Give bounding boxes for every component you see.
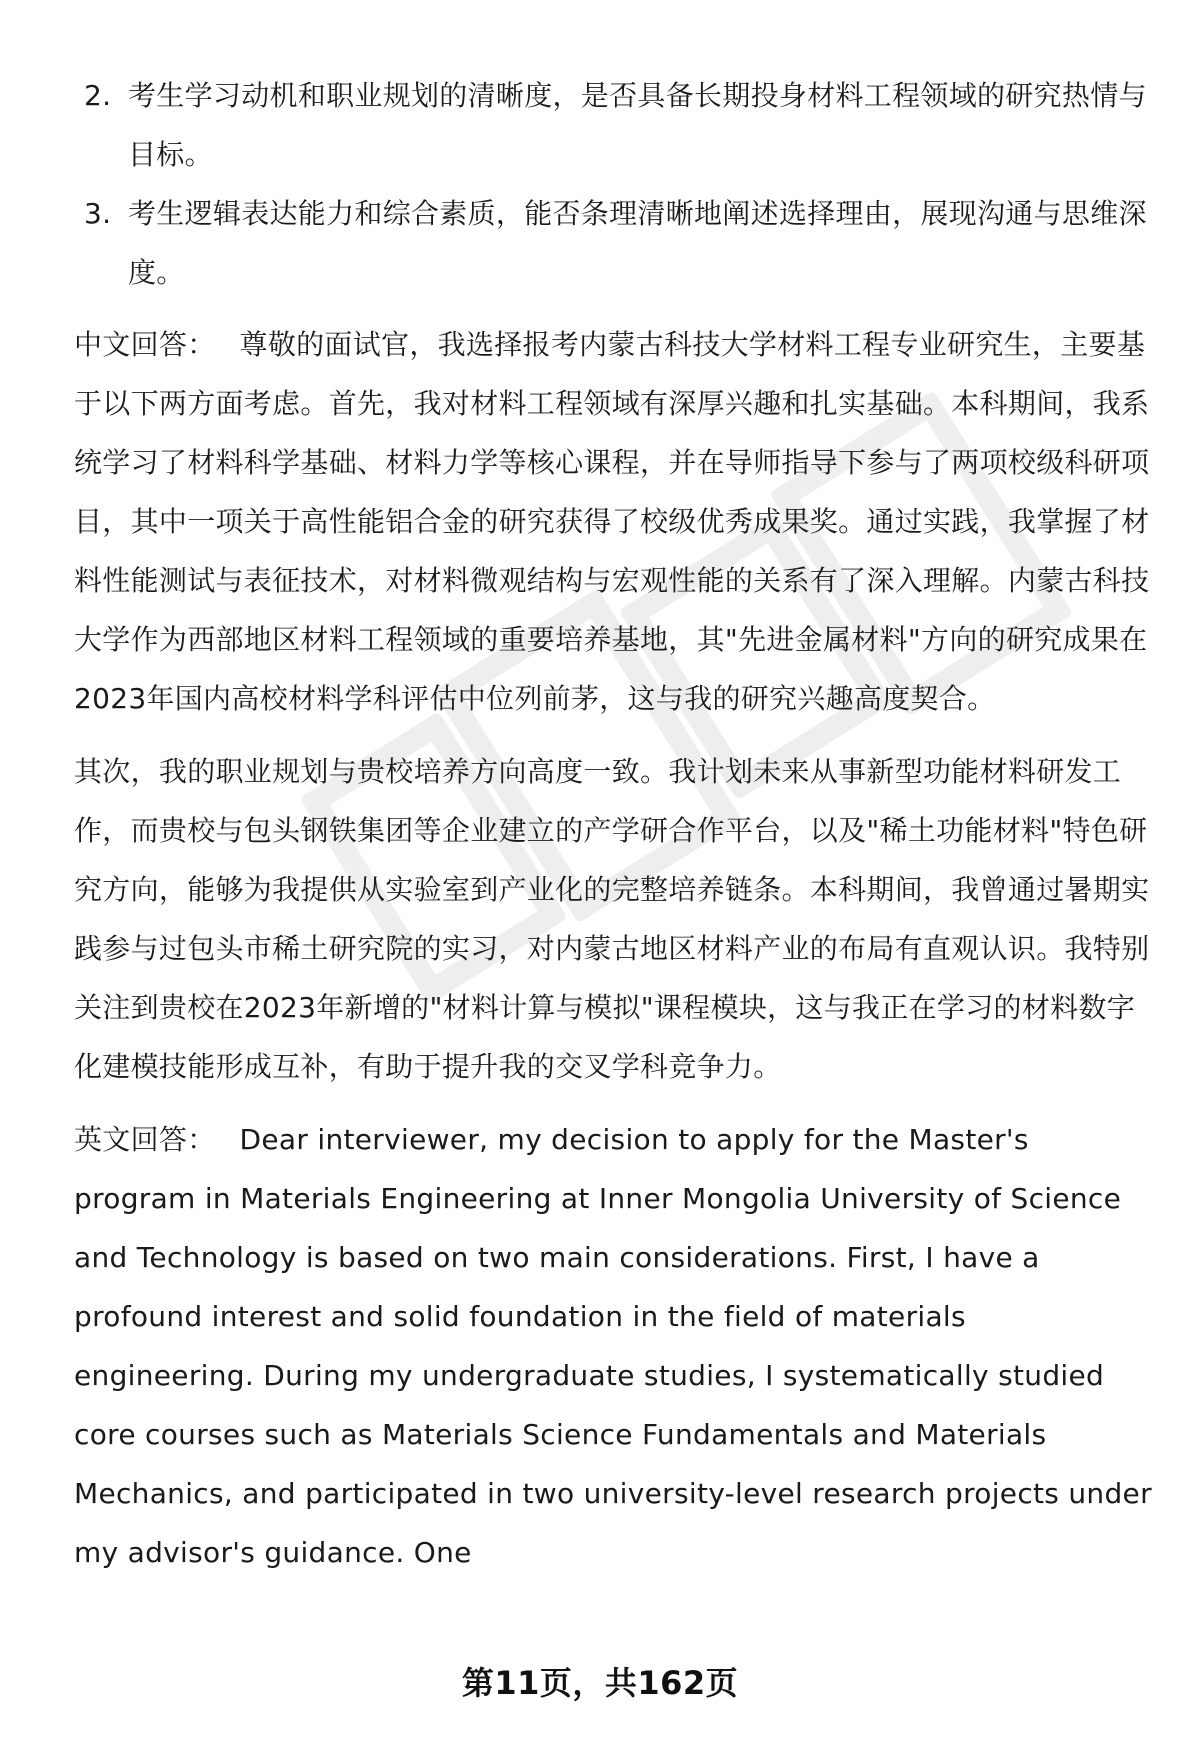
chinese-answer-text-1: 尊敬的面试官，我选择报考内蒙古科技大学材料工程专业研究生，主要基于以下两方面考虑。首先，我对材料工程领域有深厚兴趣和扎实基础。本科期间，我系统学习了材料科学基础、材料力学等核心课程，并在导师指导下参与了两项校级科研项目，其中一项关于高性能铝合金的研究获得了校级优秀成果奖。通过实践，我掌握了材料性能测试与表征技术，对材料微观结构与宏观性能的关系有了深入理解。内蒙古科技大学作为西部地区材料工程领域的重要培养基地，其"先进金属材料"方向的研究成果在2023年国内高校材料学科评估中位列前茅，这与我的研究兴趣高度契合。 — [74, 328, 1150, 715]
english-answer-label: 英文回答： — [74, 1123, 216, 1156]
list-item — [74, 66, 1154, 184]
chinese-answer-label: 中文回答： — [74, 328, 216, 361]
list-item-number: 3. — [84, 197, 112, 230]
document-body — [74, 66, 1154, 1582]
chinese-answer-paragraph-1 — [74, 315, 1154, 728]
page-number-footer: 第11页，共162页 — [461, 1664, 739, 1702]
english-answer-text: Dear interviewer, my decision to apply for the Master's program in Materials Engineering at Inner Mongolia University of Science and Technology is based on two main considerations. First, I have a profound interest and solid foundation in the field of materials engineering. During my undergraduate studies, I systematically studied core courses such as Materials Science Fundamentals and Materials Mechanics, and participated in two university-level research projects under my advisor's guidance. One — [74, 1123, 1152, 1569]
list-item — [74, 184, 1154, 302]
list-item-text: 考生学习动机和职业规划的清晰度，是否具备长期投身材料工程领域的研究热情与目标。 — [128, 79, 1147, 171]
list-item-text: 考生逻辑表达能力和综合素质，能否条理清晰地阐述选择理由，展现沟通与思维深度。 — [128, 197, 1147, 289]
chinese-answer-paragraph-2: 其次，我的职业规划与贵校培养方向高度一致。我计划未来从事新型功能材料研发工作，而贵校与包头钢铁集团等企业建立的产学研合作平台，以及"稀土功能材料"特色研究方向，能够为我提供从实验室到产业化的完整培养链条。本科期间，我曾通过暑期实践参与过包头市稀土研究院的实习，对内蒙古地区材料产业的布局有直观认识。我特别关注到贵校在2023年新增的"材料计算与模拟"课程模块，这与我正在学习的材料数字化建模技能形成互补，有助于提升我的交叉学科竞争力。 — [74, 755, 1150, 1083]
list-item-number: 2. — [84, 79, 112, 112]
criteria-list — [74, 66, 1154, 302]
english-answer-paragraph — [74, 1110, 1154, 1582]
